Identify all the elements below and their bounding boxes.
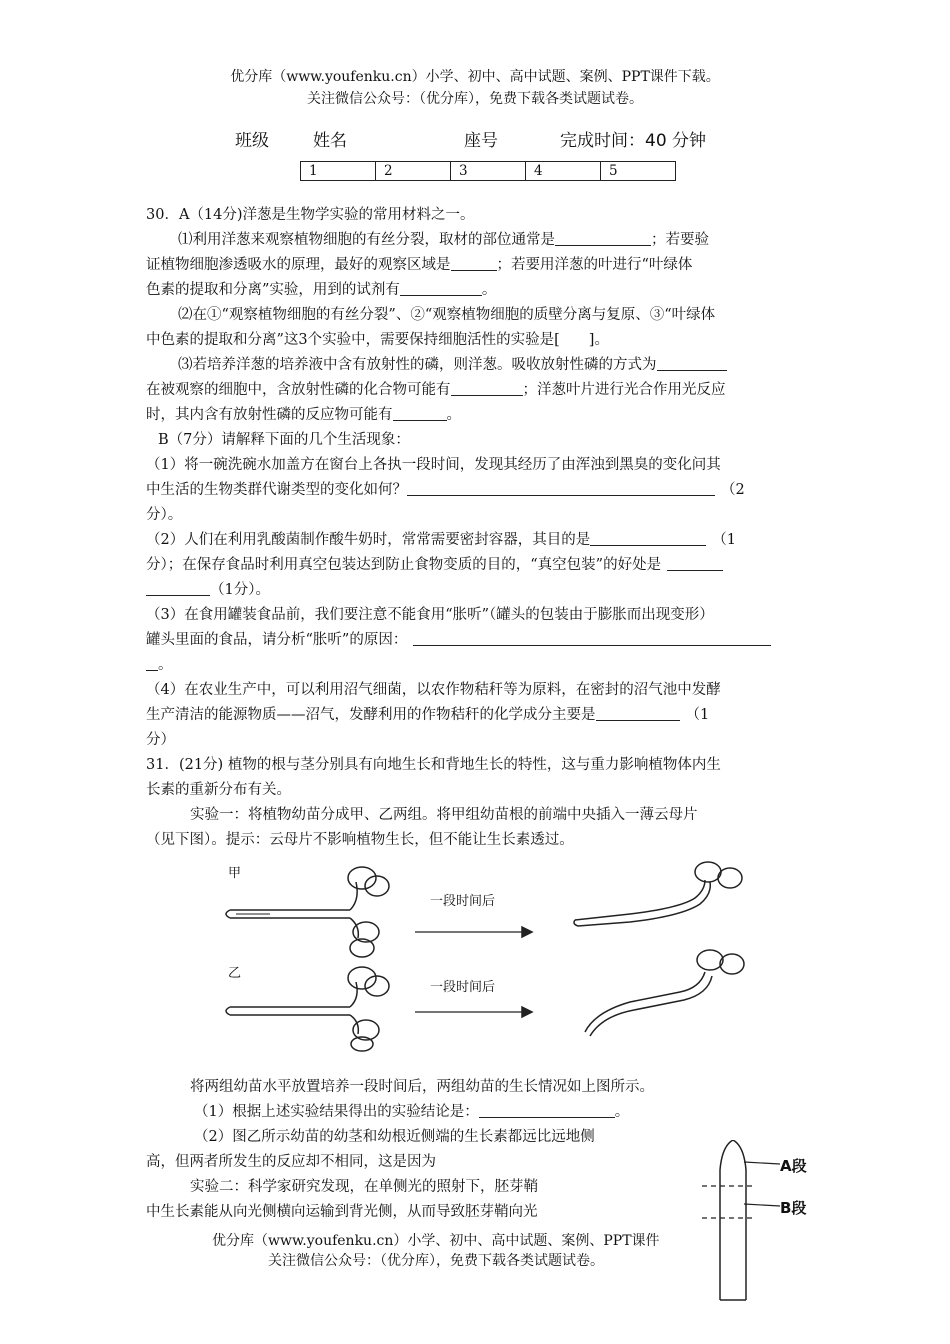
seedling-figure	[210, 852, 770, 1052]
q30-p2-line2: 中色素的提取和分离”这3个实验中，需要保持细胞活性的实验是[ ]。	[146, 332, 609, 348]
answer-blank[interactable]	[407, 481, 715, 496]
label-b-segment: B段	[780, 1199, 807, 1217]
header-line-2: 关注微信公众号：（优分库），免费下载各类试题试卷。	[307, 91, 643, 107]
q31-title-line2: 长素的重新分布有关。	[146, 782, 291, 798]
header-line-1: 优分库（www.youfenku.cn）小学、初中、高中试题、案例、PPT课件下载。	[230, 69, 720, 85]
label-yi: 乙	[228, 966, 242, 981]
q30-title: 30．A（14分)洋葱是生物学实验的常用材料之一。	[146, 207, 475, 223]
q30-p3-line1: ⑶若培养洋葱的培养液中含有放射性的磷，则洋葱。吸收放射性磷的方式为	[178, 353, 727, 374]
answer-blank[interactable]	[451, 381, 523, 396]
coleoptile-outline	[720, 1140, 746, 1300]
q30b-1-line1: （1）将一碗洗碗水加盖方在窗台上各执一段时间，发现其经历了由浑浊到黑臭的变化问其	[146, 457, 721, 473]
answer-blank[interactable]	[400, 281, 482, 296]
q30b-title: B（7分）请解释下面的几个生活现象：	[158, 432, 410, 448]
q30-p3-line3: 时，其内含有放射性磷的反应物可能有 。	[146, 407, 461, 423]
number-cell: 1	[301, 162, 376, 181]
q30b-2-line2: 分）；在保存食品时利用真空包装达到防止食物变质的目的，“真空包装”的好处是	[146, 553, 723, 574]
q30b-4-line2: 生产清洁的能源物质——沼气，发酵利用的作物秸秆的化学成分主要是 （1	[146, 707, 710, 723]
q30-p1-line1: ⑴利用洋葱来观察植物细胞的有丝分裂，取材的部位通常是 ；若要验	[178, 232, 709, 248]
seedling-yi-after	[585, 972, 712, 1036]
arrow-text-2: 一段时间后	[430, 980, 496, 995]
q30b-4-line1: （4）在农业生产中，可以利用沼气细菌，以农作物秸秆等为原料，在密封的沼气池中发酵	[146, 682, 721, 698]
answer-blank[interactable]	[146, 581, 210, 596]
q31-exp2-line1: 实验二：科学家研究发现，在单侧光的照射下，胚芽鞘	[190, 1179, 538, 1195]
seedling-jia-after	[574, 880, 710, 926]
q31-q2-line2: 高，但两者所发生的反应却不相同，这是因为	[146, 1154, 436, 1170]
answer-blank[interactable]	[479, 1103, 615, 1118]
class-label: 班级	[235, 131, 269, 151]
q31-exp2-line2: 中生长素能从向光侧横向运输到背光侧，从而导致胚芽鞘向光	[146, 1204, 538, 1220]
label-jia: 甲	[228, 866, 242, 881]
number-cell: 3	[451, 162, 526, 181]
footer-line-2: 关注微信公众号：（优分库），免费下载各类试题试卷。	[268, 1253, 604, 1269]
name-label: 姓名	[313, 131, 347, 151]
answer-blank[interactable]	[596, 706, 680, 721]
number-cell: 4	[526, 162, 601, 181]
q30-p3-line2: 在被观察的细胞中，含放射性磷的化合物可能有 ；洋葱叶片进行光合作用光反应	[146, 382, 726, 398]
answer-blank[interactable]	[657, 356, 727, 371]
q31-after-figure: 将两组幼苗水平放置培养一段时间后，两组幼苗的生长情况如上图所示。	[190, 1079, 654, 1095]
q30b-3-line3: 。	[146, 653, 173, 674]
q30-p1-line3: 色素的提取和分离”实验，用到的试剂有 。	[146, 282, 497, 298]
q30b-3-line2: 罐头里面的食品，请分析“胀听”的原因：	[146, 628, 771, 649]
q31-title-line1: 31．(21分) 植物的根与茎分别具有向地生长和背地生长的特性，这与重力影响植物体内生	[146, 757, 721, 773]
q30b-1-line3: 分）。	[146, 507, 183, 523]
number-cell: 2	[376, 162, 451, 181]
q31-exp1-line1: 实验一：将植物幼苗分成甲、乙两组。将甲组幼苗根的前端中央插入一薄云母片	[190, 807, 698, 823]
answer-blank[interactable]	[590, 531, 706, 546]
number-cell: 5	[601, 162, 676, 181]
q31-exp1-line2: （见下图）。提示：云母片不影响植物生长，但不能让生长素透过。	[146, 832, 574, 848]
footer-line-1: 优分库（www.youfenku.cn）小学、初中、高中试题、案例、PPT课件	[212, 1233, 660, 1249]
q30b-1-line2: 中生活的生物类群代谢类型的变化如何？ （2	[146, 482, 745, 498]
answer-blank[interactable]	[555, 231, 651, 246]
answer-blank[interactable]	[413, 631, 771, 646]
arrow-text-1: 一段时间后	[430, 894, 496, 909]
q30-p1-line2: 证植物细胞渗透吸水的原理，最好的观察区域是 ；若要用洋葱的叶进行“叶绿体	[146, 257, 693, 273]
q30b-4-line3: 分）	[146, 732, 175, 748]
seedling-yi-stem	[226, 1007, 350, 1015]
answer-blank[interactable]	[393, 406, 447, 421]
answer-blank[interactable]	[146, 656, 158, 671]
q30-p2-line1: ⑵在①“观察植物细胞的有丝分裂”、②“观察植物细胞的质壁分离与复原、③“叶绿体	[178, 307, 716, 323]
answer-blank[interactable]	[667, 556, 723, 571]
time-label: 完成时间：40 分钟	[560, 131, 707, 151]
number-table	[300, 161, 676, 181]
q30b-2-line3: （1分）。	[146, 578, 270, 599]
seat-label: 座号	[464, 131, 498, 151]
q31-q1: （1）根据上述实验结果得出的实验结论是： 。	[194, 1104, 630, 1120]
dashed-divider	[702, 1186, 756, 1218]
answer-blank[interactable]	[451, 256, 497, 271]
q31-q2-line1: （2）图乙所示幼苗的幼茎和幼根近侧端的生长素都远比远地侧	[194, 1129, 595, 1145]
label-a-segment: A段	[780, 1157, 807, 1175]
q30b-2-line1: （2）人们在利用乳酸菌制作酸牛奶时，常常需要密封容器，其目的是 （1	[146, 532, 736, 548]
q30b-3-line1: （3）在食用罐装食品前，我们要注意不能食用“胀听”（罐头的包装由于膨胀而出现变形）	[146, 607, 714, 623]
